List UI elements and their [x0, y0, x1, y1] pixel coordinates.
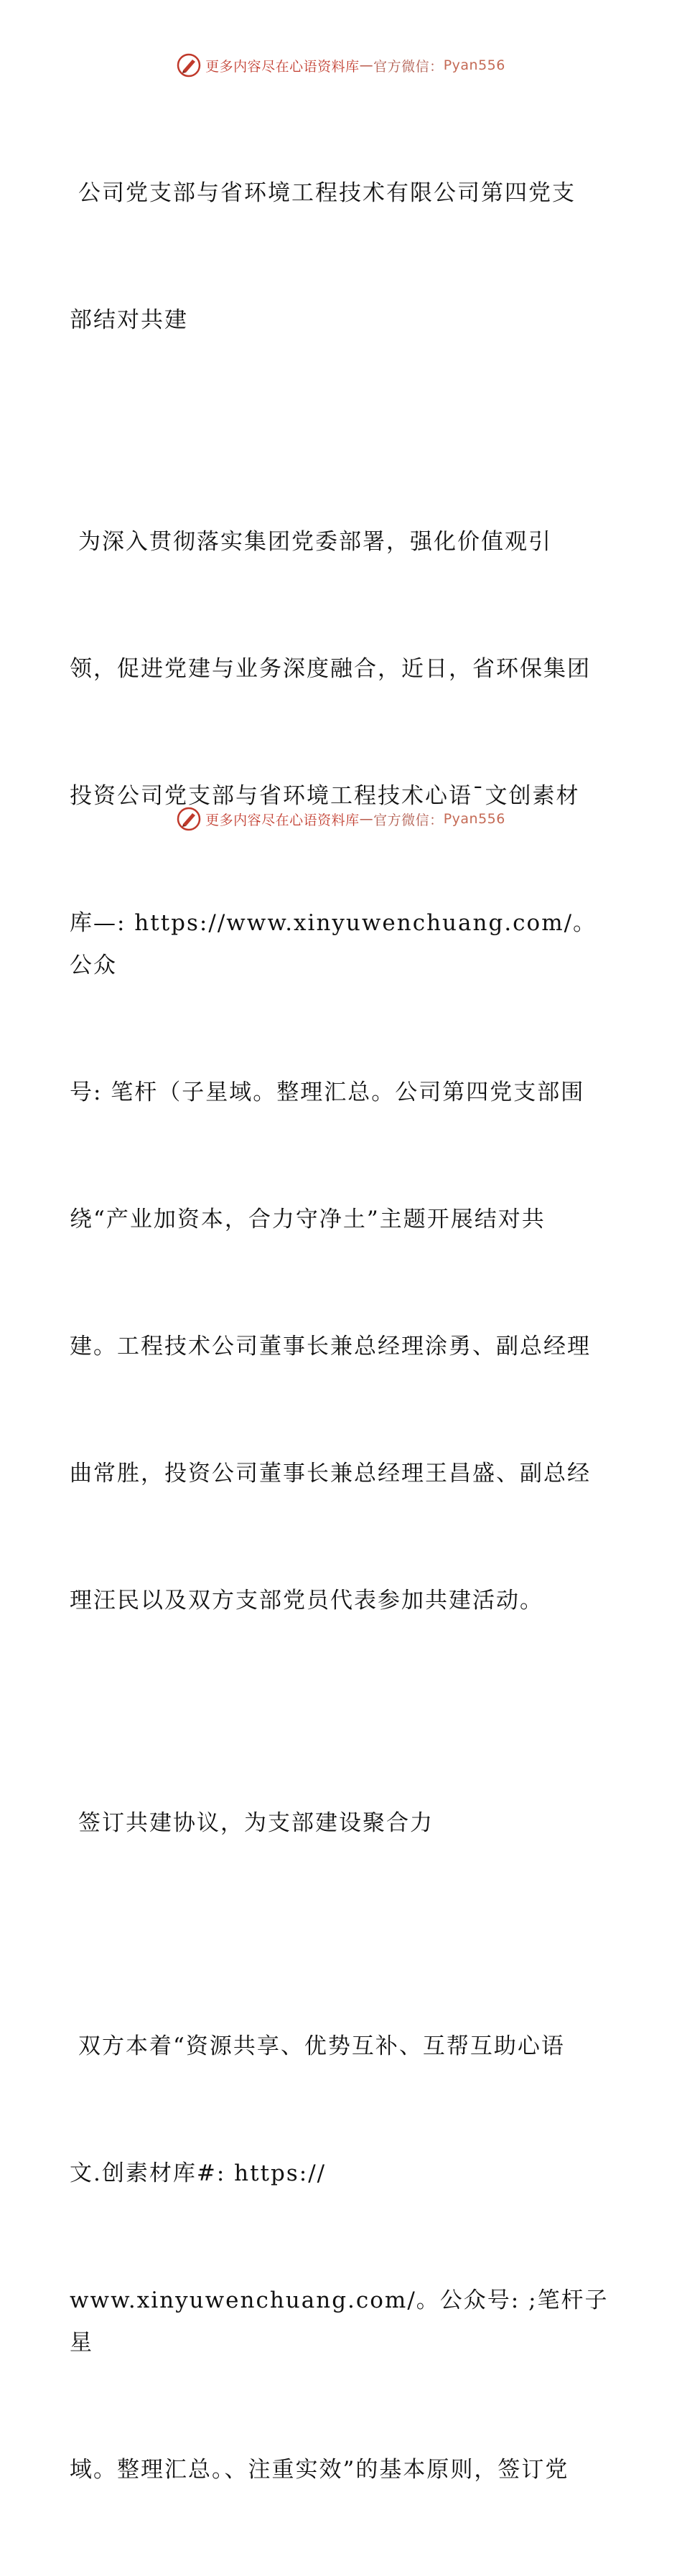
- text-line: 库—: https://www.xinyuwenchuang.com/。公众: [70, 910, 597, 978]
- text-line: 为深入贯彻落实集团党委部署，强化价值观引: [78, 529, 552, 555]
- watermark-wechat-id: Pyan556: [443, 811, 505, 827]
- text-line: 建。工程技术公司董事长兼总经理涂勇、副总经理: [70, 1334, 591, 1359]
- pen-logo-icon: [177, 53, 201, 78]
- text-line: 号: 笔杆（子星域。整理汇总。公司第四党支部围: [70, 1079, 585, 1105]
- watermark-main-text: 更多内容尽在心语资料库: [205, 812, 360, 828]
- text-line: 文.创素材库#: https://: [70, 2160, 327, 2186]
- watermark-label: 官方微信：: [373, 812, 444, 828]
- watermark-wechat-id: Pyan556: [443, 57, 505, 73]
- pen-logo-icon: [177, 807, 201, 831]
- text-line: 曲常胜，投资公司董事长兼总经理王昌盛、副总经: [70, 1461, 591, 1486]
- watermark-dash: —: [359, 57, 374, 73]
- text-line: 投资公司党支部与省环境工程技术心语¯文创素材: [70, 783, 580, 809]
- text-line: 绕“产业加资本，合力守净土”主题开展结对共: [70, 1207, 546, 1232]
- document-title: [70, 88, 615, 426]
- header-watermark: [0, 51, 682, 80]
- text-line: 领，促进党建与业务深度融合，近日，省环保集团: [70, 656, 591, 682]
- footer-watermark: [0, 805, 682, 833]
- title-line: 公司党支部与省环境工程技术有限公司第四党支: [78, 180, 576, 206]
- subheading-text: 签订共建协议，为支部建设聚合力: [78, 1810, 434, 1836]
- document-body: [70, 88, 615, 2576]
- title-line: 部结对共建: [70, 307, 188, 333]
- text-line: 双方本着“资源共享、优势互补、互帮互助心语: [78, 2033, 565, 2059]
- text-line: www.xinyuwenchuang.com/。公众号: ;笔杆子星: [70, 2287, 609, 2356]
- paragraph-agreement: [70, 1941, 615, 2576]
- text-line: 理汪民以及双方支部党员代表参加共建活动。: [70, 1588, 543, 1613]
- watermark-label: 官方微信：: [373, 58, 444, 75]
- watermark-main-text: 更多内容尽在心语资料库: [205, 58, 360, 75]
- text-line: 域。整理汇总。、注重实效”的基本原则，签订党: [70, 2457, 569, 2483]
- paragraph-intro: [70, 436, 615, 1707]
- watermark-dash: —: [359, 811, 374, 827]
- section-subheading: [70, 1718, 615, 1929]
